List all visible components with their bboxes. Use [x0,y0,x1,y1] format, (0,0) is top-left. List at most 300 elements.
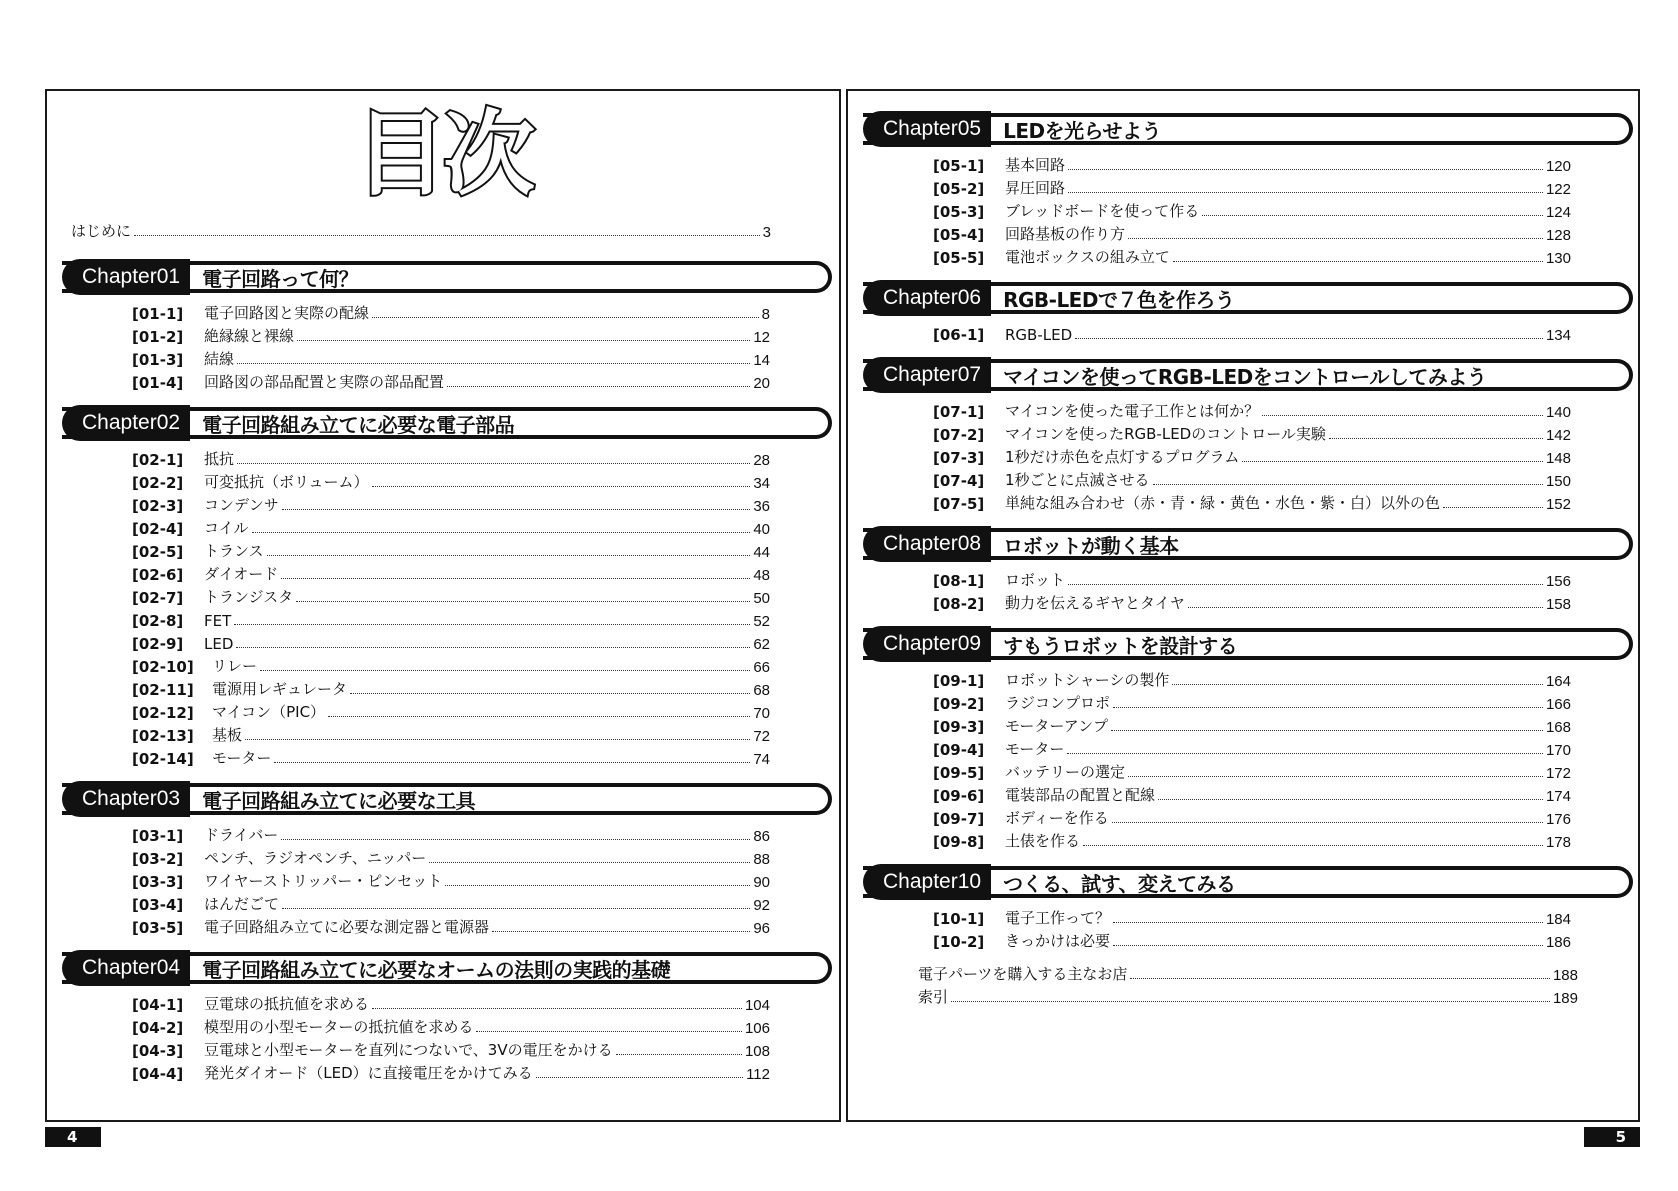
chapter-banner [62,261,832,293]
appendix-title: 索引 [918,988,949,1006]
toc-entry[interactable] [863,444,1633,467]
leader-dots [1262,415,1543,416]
extras-list [918,961,1578,1007]
toc-entry[interactable] [62,323,832,346]
section-page: 108 [744,1043,770,1060]
toc-entry[interactable] [62,914,832,937]
toc-entry[interactable] [62,845,832,868]
toc-entry[interactable] [863,667,1633,690]
appendix-page: 189 [1552,990,1578,1007]
leader-dots [1172,684,1543,685]
section-number: [02-4] [132,520,184,538]
section-page: 112 [746,1066,770,1083]
section-number: [03-5] [132,919,184,937]
section-title: 基板 [212,726,243,744]
section-page: 52 [753,613,770,630]
section-title: ロボット [1005,571,1066,589]
leader-dots [296,601,750,602]
section-title: ワイヤーストリッパー・ピンセット [204,872,443,890]
section-number: [04-2] [132,1019,184,1037]
chapter-title: LEDを光らせよう [1003,118,1161,143]
section-number: [05-2] [933,180,985,198]
chapter-heading[interactable] [863,862,1633,902]
section-number: [01-2] [132,328,184,346]
chapter-number: Chapter05 [863,111,991,147]
section-title: ロボットシャーシの製作 [1005,671,1170,689]
section-title: トランス [204,542,264,560]
leader-dots [274,762,750,763]
section-title: RGB-LED [1005,326,1073,344]
toc-entry[interactable] [863,713,1633,736]
toc-entry[interactable] [863,244,1633,267]
toc-entry[interactable] [863,590,1633,613]
chapter-title: マイコンを使ってRGB-LEDをコントロールしてみよう [1003,364,1487,389]
appendix-title: 電子パーツを購入する主なお店 [918,965,1128,983]
section-page: 134 [1545,327,1571,344]
section-page: 90 [753,874,770,891]
section-title: モーター [1005,740,1065,758]
chapter-banner [62,407,832,439]
section-number: [02-1] [132,451,184,469]
section-title: 1秒だけ赤色を点灯するプログラム [1005,448,1240,466]
section-number: [04-1] [132,996,184,1014]
page-title: 目次 [354,101,531,208]
leader-dots [297,340,750,341]
leader-dots [447,386,750,387]
toc-entry[interactable] [863,421,1633,444]
leader-dots [1202,215,1543,216]
toc-entry[interactable] [62,561,832,584]
section-title: 電子回路組み立てに必要な測定器と電源器 [204,918,490,936]
section-page: 74 [753,751,770,768]
toc-entry[interactable] [863,198,1633,221]
toc-entry[interactable] [863,690,1633,713]
leader-dots [282,908,750,909]
section-number: [08-1] [933,572,985,590]
section-page: 86 [753,828,770,845]
section-page: 186 [1545,934,1571,951]
section-page: 34 [753,475,770,492]
leader-dots [1113,707,1543,708]
section-list [62,988,832,1090]
section-title: 電源用レギュレータ [212,680,348,698]
toc-entry[interactable] [62,630,832,653]
leader-dots [1068,169,1543,170]
section-list [863,664,1633,858]
section-page: 156 [1545,573,1571,590]
toc-right [863,105,1633,958]
section-page: 8 [761,306,770,323]
section-title: モーター [212,749,272,767]
leader-dots [372,1008,742,1009]
toc-entry[interactable] [62,492,832,515]
section-page: 172 [1545,765,1571,782]
page-number-right: 5 [1584,1127,1640,1147]
section-number: [03-3] [132,873,184,891]
toc-entry[interactable] [863,736,1633,759]
chapter-number: Chapter07 [863,357,991,393]
leader-dots [237,363,750,364]
toc-entry[interactable] [62,868,832,891]
appendix-entry[interactable] [918,984,1578,1007]
section-page: 70 [753,705,770,722]
section-page: 88 [753,851,770,868]
section-page: 36 [753,498,770,515]
section-title: コイル [204,519,249,537]
toc-entry[interactable] [863,321,1633,344]
section-number: [10-1] [933,910,985,928]
section-title: 発光ダイオード（LED）に直接電圧をかけてみる [204,1064,533,1082]
section-title: 電装部品の配置と配線 [1005,786,1156,804]
section-page: 178 [1545,834,1571,851]
leader-dots [1111,730,1543,731]
section-page: 62 [753,636,770,653]
section-number: [02-2] [132,474,184,492]
chapter-number: Chapter08 [863,526,991,562]
appendix-page: 188 [1552,967,1578,984]
toc-entry[interactable] [863,221,1633,244]
toc-entry[interactable] [863,928,1633,951]
leader-dots [234,624,750,625]
section-title: マイコンを使った電子工作とは何か？ [1005,402,1260,420]
section-list [62,297,832,399]
section-number: [02-3] [132,497,184,515]
toc-entry[interactable] [62,822,832,845]
toc-entry[interactable] [62,538,832,561]
section-number: [01-4] [132,374,184,392]
chapter-banner [863,359,1633,391]
section-page: 92 [753,897,770,914]
chapter-heading[interactable] [62,257,832,297]
section-page: 28 [753,452,770,469]
section-title: ラジコンプロポ [1005,694,1111,712]
section-page: 12 [753,329,770,346]
toc-entry[interactable] [863,905,1633,928]
section-page: 14 [753,352,770,369]
section-title: リレー [212,657,258,675]
leader-dots [1128,776,1543,777]
section-title: 可変抵抗（ボリューム） [204,473,369,491]
section-page: 170 [1545,742,1571,759]
section-page: 140 [1545,404,1571,421]
section-title: 単純な組み合わせ（赤・青・緑・黄色・水色・紫・白）以外の色 [1005,494,1441,512]
leader-dots [951,1001,1550,1002]
section-page: 40 [753,521,770,538]
section-title: 豆電球と小型モーターを直列につないで、3Vの電圧をかける [204,1041,613,1059]
section-page: 158 [1545,596,1571,613]
section-title: きっかけは必要 [1005,932,1111,950]
chapter-heading[interactable] [62,403,832,443]
leader-dots [245,739,750,740]
section-page: 104 [744,997,770,1014]
section-page: 72 [753,728,770,745]
section-list [863,318,1633,351]
section-list [863,395,1633,520]
chapter-heading[interactable] [863,278,1633,318]
chapter-heading[interactable] [863,524,1633,564]
section-number: [09-1] [933,672,985,690]
toc-entry[interactable] [62,369,832,392]
section-list [863,564,1633,620]
section-title: バッテリーの選定 [1005,763,1126,781]
toc-entry[interactable] [62,891,832,914]
toc-entry[interactable] [863,805,1633,828]
section-page: 142 [1545,427,1571,444]
section-page: 44 [753,544,770,561]
leader-dots [1242,461,1543,462]
section-title: ボディーを作る [1005,809,1109,827]
toc-entry[interactable] [62,1037,832,1060]
chapter-heading[interactable] [62,779,832,819]
section-page: 130 [1545,250,1571,267]
section-page: 68 [753,682,770,699]
chapter-number: Chapter02 [62,405,190,441]
toc-entry[interactable] [863,759,1633,782]
section-list [863,149,1633,274]
section-number: [10-2] [933,933,985,951]
intro-page: 3 [762,224,771,241]
section-title: ドライバー [204,826,279,844]
leader-dots [616,1054,742,1055]
section-number: [08-2] [933,595,985,613]
chapter-number: Chapter03 [62,781,190,817]
toc-entry[interactable] [863,828,1633,851]
section-title: 模型用の小型モーターの抵抗値を求める [204,1018,474,1036]
leader-dots [445,885,750,886]
section-number: [02-5] [132,543,184,561]
chapter-banner [62,952,832,984]
chapter-title: 電子回路組み立てに必要な工具 [202,788,476,813]
section-page: 164 [1545,673,1571,690]
chapter-title: 電子回路って何？ [202,266,359,291]
chapter-banner [863,282,1633,314]
toc-entry[interactable] [62,1060,832,1083]
section-title: 動力を伝えるギヤとタイヤ [1005,594,1185,612]
leader-dots [252,532,751,533]
section-title: マイコン（PIC） [212,703,326,721]
section-number: [09-6] [933,787,985,805]
section-number: [07-1] [933,403,985,421]
leader-dots [236,647,750,648]
section-page: 168 [1545,719,1571,736]
leader-dots [1128,238,1543,239]
section-number: [09-3] [933,718,985,736]
chapter-heading[interactable] [863,109,1633,149]
leader-dots [1173,261,1543,262]
toc-entry[interactable] [863,567,1633,590]
section-title: 回路基板の作り方 [1005,225,1126,243]
leader-dots [372,486,751,487]
toc-entry[interactable] [62,446,832,469]
chapter-title: RGB-LEDで７色を作ろう [1003,287,1235,312]
toc-entry[interactable] [62,300,832,323]
section-title: ダイオード [204,565,279,583]
section-number: [03-1] [132,827,184,845]
chapter-heading[interactable] [62,948,832,988]
leader-dots [260,670,750,671]
toc-entry[interactable] [62,584,832,607]
section-title: マイコンを使ったRGB-LEDのコントロール実験 [1005,425,1326,443]
leader-dots [1112,822,1543,823]
chapter-title: つくる、試す、変えてみる [1003,871,1236,896]
toc-entry[interactable] [863,490,1633,513]
toc-entry[interactable] [62,1014,832,1037]
section-number: [07-2] [933,426,985,444]
toc-entry[interactable] [62,676,832,699]
section-title: ペンチ、ラジオペンチ、ニッパー [204,849,427,867]
section-page: 106 [744,1020,770,1037]
section-number: [02-7] [132,589,184,607]
section-number: [07-4] [933,472,985,490]
leader-dots [476,1031,742,1032]
section-title: 電子回路図と実際の配線 [204,304,370,322]
section-title: 結線 [204,350,235,368]
section-number: [02-6] [132,566,184,584]
section-page: 50 [753,590,770,607]
leader-dots [328,716,750,717]
chapter-banner [863,113,1633,145]
chapter-banner [863,866,1633,898]
right-page [846,89,1640,1122]
section-number: [02-13] [132,727,194,745]
leader-dots [134,235,760,236]
section-title: 電池ボックスの組み立て [1005,248,1170,266]
leader-dots [536,1077,743,1078]
chapter-title: 電子回路組み立てに必要な電子部品 [202,412,515,437]
toc-entry[interactable] [863,467,1633,490]
section-number: [02-9] [132,635,184,653]
section-page: 96 [753,920,770,937]
section-list [62,443,832,775]
section-title: 回路図の部品配置と実際の部品配置 [204,373,445,391]
section-title: コンデンサ [204,496,279,514]
toc-entry[interactable] [62,653,832,676]
section-number: [02-12] [132,704,194,722]
section-list [62,819,832,944]
section-page: 174 [1545,788,1571,805]
chapter-number: Chapter06 [863,280,991,316]
section-number: [09-2] [933,695,985,713]
section-title: 基本回路 [1005,156,1066,174]
leader-dots [492,931,750,932]
section-page: 124 [1545,204,1571,221]
leader-dots [350,693,750,694]
section-title: 昇圧回路 [1005,179,1066,197]
section-title: 豆電球の抵抗値を求める [204,995,370,1013]
leader-dots [1083,845,1543,846]
leader-dots [372,317,759,318]
leader-dots [1113,922,1543,923]
leader-dots [1188,607,1543,608]
leader-dots [281,839,750,840]
section-page: 150 [1545,473,1571,490]
intro-label: はじめに [71,222,132,240]
section-number: [01-1] [132,305,184,323]
section-title: はんだごて [204,895,280,913]
toc-left [62,253,832,1090]
section-title: 電子工作って？ [1005,909,1111,927]
leader-dots [1158,799,1543,800]
section-title: 絶縁線と裸線 [204,327,295,345]
intro-entry[interactable] [71,221,771,241]
chapter-banner [863,628,1633,660]
toc-entry[interactable] [62,469,832,492]
chapter-number: Chapter01 [62,259,190,295]
leader-dots [1068,584,1543,585]
leader-dots [1067,753,1543,754]
chapter-number: Chapter04 [62,950,190,986]
chapter-title: すもうロボットを設計する [1003,633,1238,658]
chapter-banner [62,783,832,815]
toc-entry[interactable] [863,152,1633,175]
chapter-number: Chapter09 [863,626,991,662]
toc-entry[interactable] [863,175,1633,198]
leader-dots [1075,338,1543,339]
section-title: LED [204,635,234,653]
section-page: 128 [1545,227,1571,244]
page-number-left: 4 [45,1127,101,1147]
toc-entry[interactable] [62,515,832,538]
section-number: [07-3] [933,449,985,467]
section-page: 66 [753,659,770,676]
section-number: [02-8] [132,612,184,630]
section-page: 122 [1545,181,1571,198]
leader-dots [237,463,750,464]
chapter-title: 電子回路組み立てに必要なオームの法則の実践的基礎 [202,957,671,982]
section-number: [02-14] [132,750,194,768]
chapter-heading[interactable] [863,624,1633,664]
leader-dots [429,862,750,863]
section-number: [05-1] [933,157,985,175]
section-number: [04-4] [132,1065,184,1083]
section-number: [05-5] [933,249,985,267]
toc-entry[interactable] [62,991,832,1014]
section-page: 148 [1545,450,1571,467]
toc-entry[interactable] [62,699,832,722]
leader-dots [281,578,750,579]
section-number: [07-5] [933,495,985,513]
section-page: 166 [1545,696,1571,713]
leader-dots [1113,945,1543,946]
toc-entry[interactable] [62,722,832,745]
leader-dots [1329,438,1543,439]
leader-dots [1443,507,1543,508]
section-title: ブレッドボードを使って作る [1005,202,1200,220]
section-number: [03-2] [132,850,184,868]
leader-dots [1068,192,1543,193]
section-title: 1秒ごとに点滅させる [1005,471,1150,489]
section-list [863,902,1633,958]
section-page: 176 [1545,811,1571,828]
toc-entry[interactable] [62,607,832,630]
left-page [45,89,841,1122]
toc-entry[interactable] [62,745,832,768]
section-number: [01-3] [132,351,184,369]
chapter-title: ロボットが動く基本 [1003,533,1179,558]
toc-entry[interactable] [62,346,832,369]
section-title: FET [204,612,232,630]
section-page: 152 [1545,496,1571,513]
section-number: [04-3] [132,1042,184,1060]
toc-entry[interactable] [863,782,1633,805]
chapter-heading[interactable] [863,355,1633,395]
section-number: [09-7] [933,810,985,828]
leader-dots [282,509,751,510]
toc-entry[interactable] [863,398,1633,421]
appendix-entry[interactable] [918,961,1578,984]
section-number: [09-4] [933,741,985,759]
section-page: 120 [1545,158,1571,175]
